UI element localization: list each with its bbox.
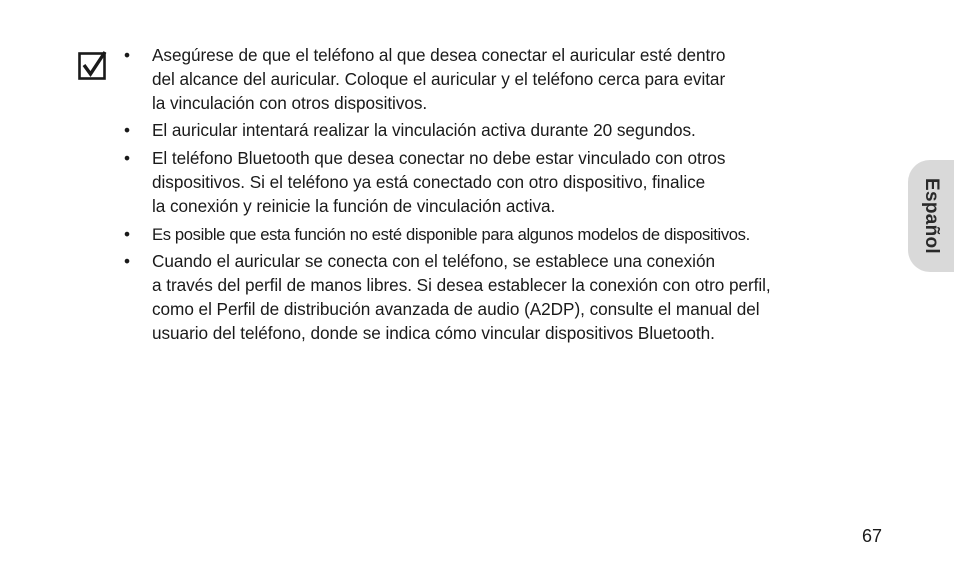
bullet: • bbox=[124, 223, 130, 244]
list-item bbox=[120, 119, 880, 143]
list-item-text: Es posible que esta función no esté disponible para algunos modelos de dispositivos. bbox=[152, 224, 750, 244]
list-item bbox=[120, 44, 880, 115]
list-item-text: El auricular intentará realizar la vinculación activa durante 20 segundos. bbox=[152, 120, 696, 141]
list-item bbox=[120, 147, 880, 218]
language-tab-label: Español bbox=[921, 177, 943, 255]
bullet: • bbox=[124, 148, 130, 169]
bullet: • bbox=[124, 251, 130, 272]
language-tab-label-wrap bbox=[908, 160, 954, 272]
list-item bbox=[120, 223, 880, 247]
list-item-text: Cuando el auricular se conecta con el teléfono, se establece una conexión a través del perfil de manos libres. Si desea establecer la conexión con otro perfil, como el Perfil de distribución avanzada de audio (A2DP), consulte el manual del usuario del teléfono, donde se indica cómo vincular dispositivos Bluetooth. bbox=[152, 251, 771, 343]
list-item-text: Asegúrese de que el teléfono al que desea conectar el auricular esté dentro del alcance del auricular. Coloque el auricular y el teléfono cerca para evitar la vinculación con otros dispositivos. bbox=[152, 45, 726, 113]
page-number: 67 bbox=[861, 526, 882, 546]
bullet: • bbox=[124, 120, 130, 141]
note-list bbox=[120, 44, 880, 350]
list-item-text: El teléfono Bluetooth que desea conectar no debe estar vinculado con otros dispositivos. Si el teléfono ya está conectado con otro dispositivo, finalice la conexión y reinicie la función de vinculación activa. bbox=[152, 148, 726, 216]
list-item bbox=[120, 250, 880, 345]
checkbox-check-icon bbox=[78, 50, 108, 80]
language-tab bbox=[908, 160, 954, 272]
bullet: • bbox=[124, 45, 130, 65]
